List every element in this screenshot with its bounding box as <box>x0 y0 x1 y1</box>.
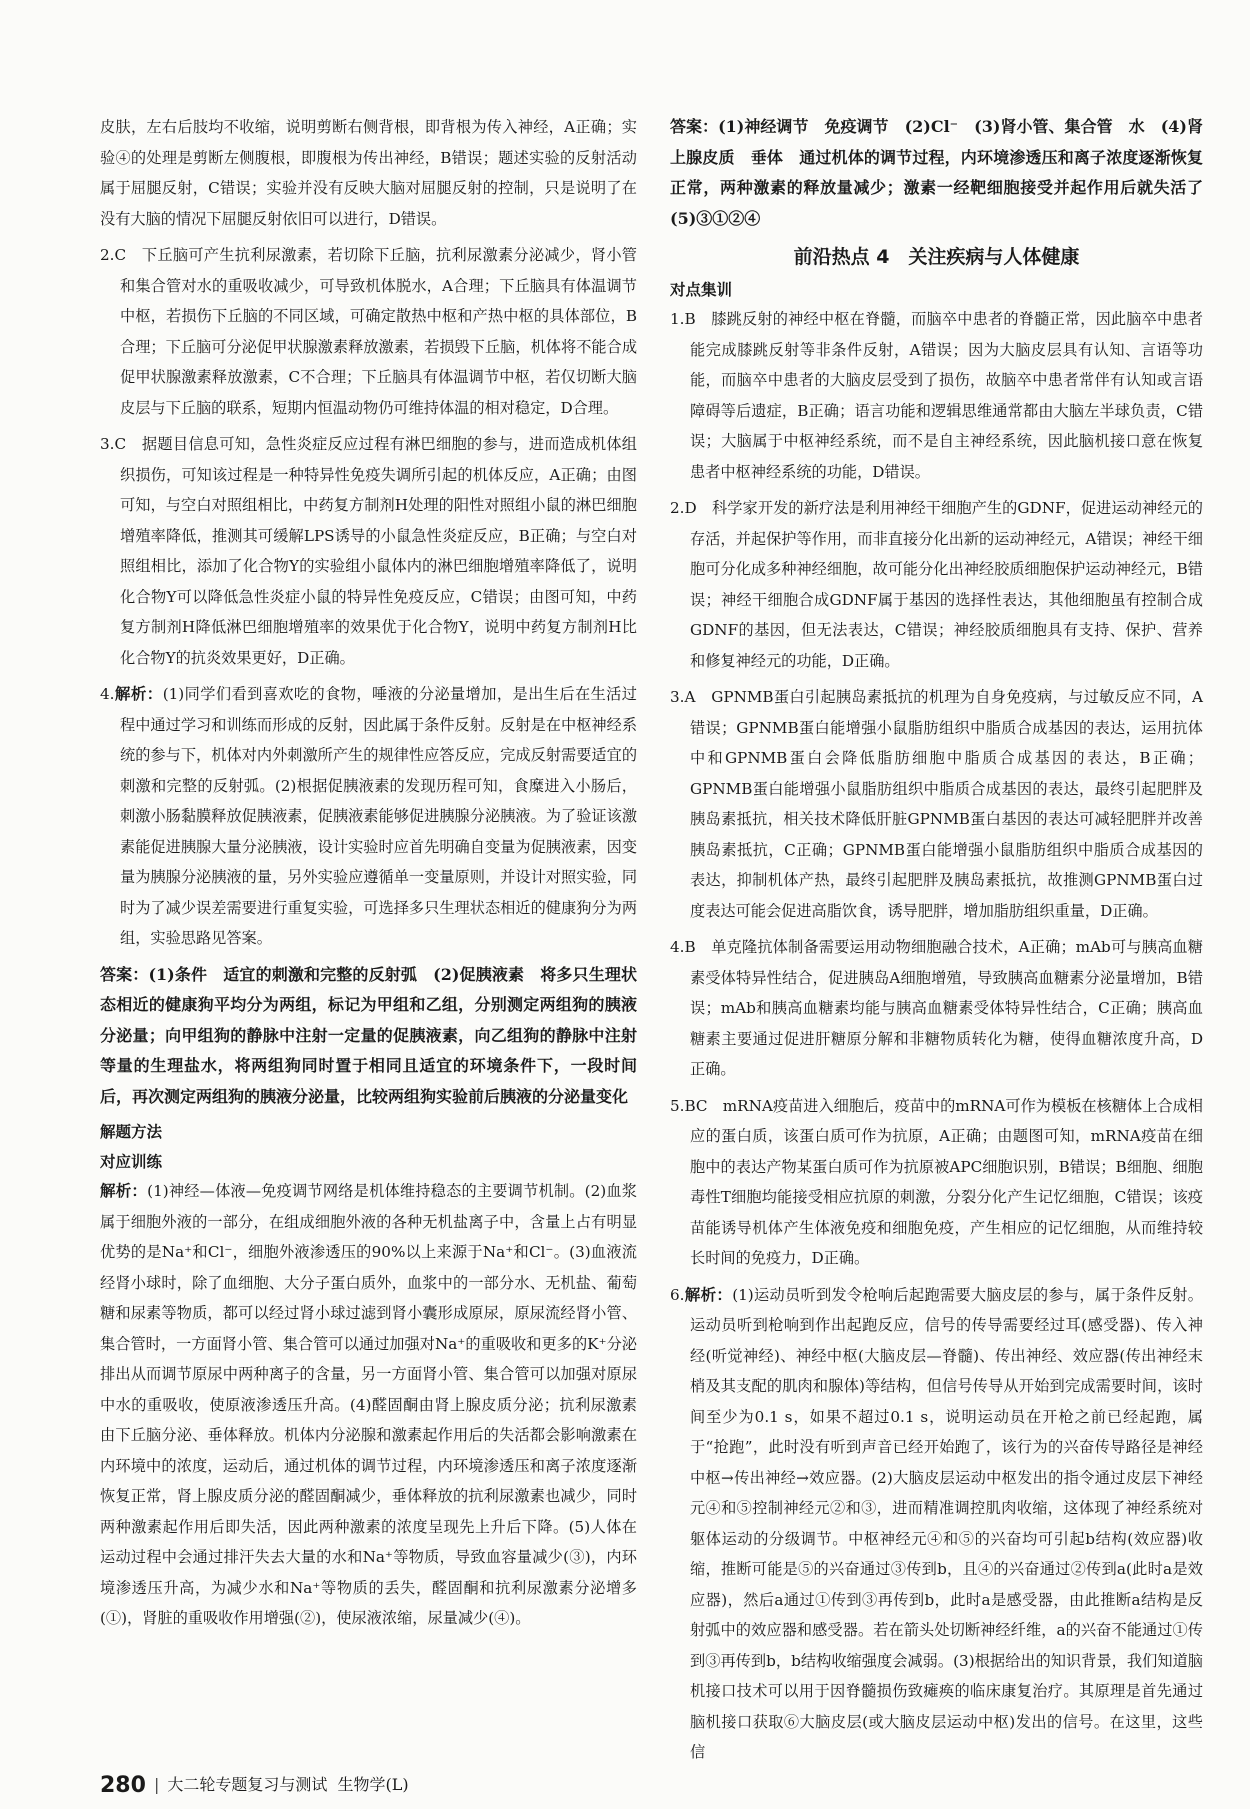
right-question-2: 2.D 科学家开发的新疗法是利用神经干细胞产生的GDNF，促进运动神经元的存活，并起保护等作用，而非直接分化出新的运动神经元，A错误；神经干细胞可分化成多种神经细胞，故可能分化出神经胶质细胞保护运动神经元，B错误；神经干细胞合成GDNF属于基因的选择性表达，其他细胞虽有控制合成GDNF的基因，但无法表达，C错误；神经胶质细胞具有支持、保护、营养和修复神经元的功能，D正确。 <box>670 499 1203 670</box>
question-4-analysis: (1)同学们看到喜欢吃的食物，唾液的分泌量增加，是出生后在生活过程中通过学习和训练而形成的反射，因此属于条件反射。反射是在中枢神经系统的参与下，机体对内外刺激所产生的规律性应答反应，完成反射需要适宜的刺激和完整的反射弧。(2)根据促胰液素的发现历程可知，食糜进入小肠后，刺激小肠黏膜释放促胰液素，促胰液素能够促进胰腺分泌胰液。为了验证该激素能促进胰腺大量分泌胰液，设计实验时应首先明确自变量为促胰液素，因变量为胰腺分泌胰液的量，另外实验应遵循单一变量原则，并设计对照实验，同时为了减少误差需要进行重复实验，可选择多只生理状态相近的健康狗分为两组，实验思路见答案。 <box>120 685 637 947</box>
section-title: 前沿热点 4 关注疾病与人体健康 <box>793 246 1080 268</box>
right-question-1: 1.B 膝跳反射的神经中枢在脊髓，而脑卒中患者的脊髓正常，因此脑卒中患者能完成膝跳反射等非条件反射，A错误；因为大脑皮层具有认知、言语等功能，而脑卒中患者的大脑皮层受到了损伤，故脑卒中患者常伴有认知或言语障碍等后遗症，B正确；语言功能和逻辑思维通常都由大脑左半球负责，C错误；大脑属于中枢神经系统，而不是自主神经系统，因此脑机接口意在恢复患者中枢神经系统的功能，D错误。 <box>670 310 1203 481</box>
answer-text: (1)条件 适宜的刺激和完整的反射弧 (2)促胰液素 将多只生理状态相近的健康狗平均分为两组，标记为甲组和乙组，分别测定两组狗的胰液分泌量；向甲组狗的静脉中注射一定量的促胰液素，向乙组狗的静脉中注射等量的生理盐水，将两组狗同时置于相同且适宜的环境条件下，一段时间后，再次测定两组狗的胰液分泌量，比较两组狗实验前后胰液的分泌量变化 <box>100 964 637 1106</box>
right-question-3: 3.A GPNMB蛋白引起胰岛素抵抗的机理为自身免疫病，与过敏反应不同，A错误；GPNMB蛋白能增强小鼠脂肪组织中脂质合成基因的表达，运用抗体中和GPNMB蛋白会降低脂肪细胞中脂质合成基因的表达，B正确；GPNMB蛋白能增强小鼠脂肪组织中脂质合成基因的表达，最终引起肥胖及胰岛素抵抗，相关技术降低肝脏GPNMB蛋白基因的表达可减轻肥胖并改善胰岛素抵抗，C正确；GPNMB蛋白能增强小鼠脂肪组织中脂质合成基因的表达，抑制机体产热，最终引起肥胖及胰岛素抵抗，故推测GPNMB蛋白过度表达可能会促进高脂饮食，诱导肥胖，增加脂肪组织重量，D正确。 <box>670 688 1203 920</box>
heading-method: 解题方法 <box>100 1123 163 1141</box>
right-column <box>670 112 1220 1774</box>
page-number: 280 <box>100 1773 146 1798</box>
left-paragraph-5 <box>100 1176 637 1634</box>
answer-block-2 <box>670 112 1220 234</box>
left-paragraph-3: 3.C 据题目信息可知，急性炎症反应过程有淋巴细胞的参与，进而造成机体组织损伤，可知该过程是一种特异性免疫失调所引起的机体反应，A正确；由图可知，与空白对照组相比，中药复方制剂H处理的阳性对照组小鼠的淋巴细胞增殖率降低，推测其可缓解LPS诱导的小鼠急性炎症反应，B正确；与空白对照组相比，添加了化合物Y的实验组小鼠体内的淋巴细胞增殖率降低了，说明化合物Y可以降低急性炎症小鼠的特异性免疫反应，C错误；由图可知，中药复方制剂H降低淋巴细胞增殖率的效果优于化合物Y，说明中药复方制剂H比化合物Y的抗炎效果更好，D正确。 <box>100 435 637 667</box>
analysis-label: 解析： <box>684 1285 733 1304</box>
right-question-5: 5.BC mRNA疫苗进入细胞后，疫苗中的mRNA可作为模板在核糖体上合成相应的蛋白质，该蛋白质可作为抗原，A正确；由题图可知，mRNA疫苗在细胞中的表达产物某蛋白质可作为抗原被APC细胞识别，B错误；B细胞、细胞毒性T细胞均能接受相应抗原的刺激，分裂分化产生记忆细胞，C错误；该疫苗能诱导机体产生体液免疫和细胞免疫，产生相应的记忆细胞，从而维持较长时间的免疫力，D正确。 <box>670 1096 1203 1267</box>
answer-label: 答案： <box>670 117 719 136</box>
left-paragraph-2: 2.C 下丘脑可产生抗利尿激素，若切除下丘脑，抗利尿激素分泌减少，肾小管和集合管对水的重吸收减少，可导致机体脱水，A合理；下丘脑具有体温调节中枢，若损伤下丘脑的不同区域，可确定散热中枢和产热中枢的具体部位，B合理；下丘脑可分泌促甲状腺激素释放激素，若损毁下丘脑，机体将不能合成促甲状腺激素释放激素，C不合理；下丘脑具有体温调节中枢，若仅切断大脑皮层与下丘脑的联系，短期内恒温动物仍可维持体温的相对稳定，D合理。 <box>100 246 637 417</box>
heading-practice: 对点集训 <box>670 281 733 299</box>
analysis-label: 解析： <box>100 1182 148 1200</box>
question-4-number: 4. <box>100 685 115 703</box>
answer-label: 答案： <box>100 964 149 984</box>
left-column <box>100 112 637 1640</box>
analysis-label: 解析： <box>114 685 163 703</box>
question-6-number: 6. <box>670 1285 685 1304</box>
answer-text: (1)神经调节 免疫调节 (2)Cl⁻ (3)肾小管、集合管 水 (4)肾上腺皮质 垂体 通过机体的调节过程，内环境渗透压和离子浓度逐渐恢复正常，两种激素的释放量减少；激素一经靶细胞接受并起作用后就失活了 (5)③①②④ <box>670 117 1220 228</box>
heading-training: 对应训练 <box>100 1153 163 1171</box>
page-footer <box>100 1772 409 1798</box>
question-6-analysis: (1)运动员听到发令枪响后起跑需要大脑皮层的参与，属于条件反射。运动员听到枪响到作出起跑反应，信号的传导需要经过耳(感受器)、传入神经(听觉神经)、神经中枢(大脑皮层—脊髓)、传出神经、效应器(传出神经末梢及其支配的肌肉和腺体)等结构，但信号传导从开始到完成需要时间，该时间至少为0.1 s，如果不超过0.1 s，说明运动员在开枪之前已经起跑，属于“抢跑”，此时没有听到声音已经开始跑了，该行为的兴奋传导路径是神经中枢→传出神经→效应器。(2)大脑皮层运动中枢发出的指令通过皮层下神经元④和⑤控制神经元②和③，进而精准调控肌肉收缩，这体现了神经系统对躯体运动的分级调节。中枢神经元④和⑤的兴奋均可引起b结构(效应器)收缩，推断可能是⑤的兴奋通过③传到b，且④的兴奋通过②传到a(此时a是效应器)，然后a通过①传到③再传到b，此时a是感受器，由此推断a结构是反射弧中的效应器和感受器。若在箭头处切断神经纤维，a的兴奋不能通过①传到③再传到b，b结构收缩强度会减弱。(3)根据给出的知识背景，我们知道脑机接口技术可以用于因脊髓损伤致瘫痪的临床康复治疗。其原理是首先通过脑机接口获取⑥大脑皮层(或大脑皮层运动中枢)发出的信号。在这里，这些信 <box>690 1285 1203 1761</box>
right-question-4: 4.B 单克隆抗体制备需要运用动物细胞融合技术，A正确；mAb可与胰高血糖素受体特异性结合，促进胰岛A细胞增殖，导致胰高血糖素分泌量增加，B错误；mAb和胰高血糖素均能与胰高血糖素受体特异性结合，C正确；胰高血糖素主要通过促进肝糖原分解和非糖物质转化为糖，使得血糖浓度升高，D正确。 <box>670 938 1203 1078</box>
left-paragraph-1: 皮肤，左右后肢均不收缩，说明剪断右侧背根，即背根为传入神经，A正确；实验④的处理是剪断左侧腹根，即腹根为传出神经，B错误；题述实验的反射活动属于屈腿反射，C错误；实验并没有反映大脑对屈腿反射的控制，只是说明了在没有大脑的情况下屈腿反射依旧可以进行，D错误。 <box>100 118 637 228</box>
answer-block-1 <box>100 960 637 1113</box>
footer-divider: | <box>153 1775 160 1794</box>
training-analysis: (1)神经—体液—免疫调节网络是机体维持稳态的主要调节机制。(2)血浆属于细胞外液的一部分，在组成细胞外液的各种无机盐离子中，含量上占有明显优势的是Na⁺和Cl⁻，细胞外液渗透压的90%以上来源于Na⁺和Cl⁻。(3)血液流经肾小球时，除了血细胞、大分子蛋白质外，血浆中的一部分水、无机盐、葡萄糖和尿素等物质，都可以经过肾小球过滤到肾小囊形成原尿，原尿流经肾小管、集合管时，一方面肾小管、集合管可以通过加强对Na⁺的重吸收和更多的K⁺分泌排出从而调节原尿中两种离子的含量，另一方面肾小管、集合管可以加强对原尿中水的重吸收，使原液渗透压升高。(4)醛固酮由肾上腺皮质分泌；抗利尿激素由下丘脑分泌、垂体释放。机体内分泌腺和激素起作用后的失活都会影响激素在内环境中的浓度，运动后，通过机体的调节过程，内环境渗透压和离子浓度逐渐恢复正常，肾上腺皮质分泌的醛固酮减少，垂体释放的抗利尿激素也减少，同时两种激素起作用后即失活，因此两种激素的浓度呈现先上升后下降。(5)人体在运动过程中会通过排汗失去大量的水和Na⁺等物质，导致血容量减少(③)，内环境渗透压升高，为减少水和Na⁺等物质的丢失，醛固酮和抗利尿激素分泌增多(①)，肾脏的重吸收作用增强(②)，使尿液浓缩，尿量减少(④)。 <box>100 1182 637 1627</box>
left-paragraph-4 <box>100 679 637 954</box>
book-title: 大二轮专题复习与测试 <box>167 1775 328 1794</box>
subject-name: 生物学(L) <box>337 1775 409 1794</box>
right-question-6 <box>670 1280 1203 1768</box>
